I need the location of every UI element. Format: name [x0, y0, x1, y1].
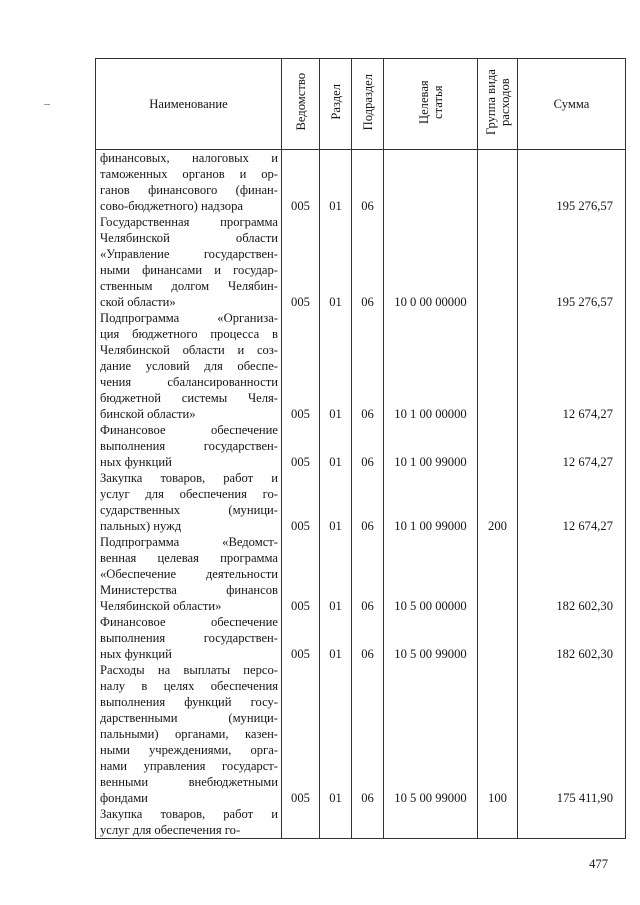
row-razdel: 01 — [320, 150, 352, 215]
row-podrazdel: 06 — [352, 150, 384, 215]
row-name-line: Министерства финансов — [100, 583, 278, 597]
row-name-line: Подпрограмма «Организа- — [100, 311, 278, 325]
row-name-line: ция бюджетного процесса в — [100, 327, 278, 341]
row-name-line: фондами — [100, 791, 148, 805]
row-name-line: пальными) органами, казен- — [100, 727, 278, 741]
header-gruppa-text: Группа вида расходов — [483, 69, 512, 135]
row-name-line: услуг для обеспечения го- — [100, 823, 241, 837]
row-celevaya: 10 5 00 99000 — [384, 614, 478, 662]
row-name-line: Финансовое обеспечение — [100, 423, 278, 437]
row-gruppa — [478, 150, 518, 215]
row-name — [96, 470, 282, 534]
row-summa: 195 276,57 — [518, 150, 626, 215]
row-podrazdel: 06 — [352, 214, 384, 310]
table-row — [96, 662, 626, 806]
row-celevaya: 10 5 00 99000 — [384, 662, 478, 806]
row-name-line: ными учреждениями, орга- — [100, 743, 278, 757]
row-name-line: Челябинской области» — [100, 599, 222, 613]
row-name-line: «Обеспечение деятельности — [100, 567, 278, 581]
row-name — [96, 662, 282, 806]
header-name-text: Наименование — [149, 97, 228, 111]
row-summa: 12 674,27 — [518, 422, 626, 470]
row-gruppa — [478, 614, 518, 662]
row-podrazdel — [352, 806, 384, 839]
row-celevaya: 10 1 00 99000 — [384, 470, 478, 534]
table-row — [96, 150, 626, 215]
row-name-line: венными внебюджетными — [100, 775, 278, 789]
row-summa: 12 674,27 — [518, 470, 626, 534]
row-razdel: 01 — [320, 422, 352, 470]
row-name-line: Финансовое обеспечение — [100, 615, 278, 629]
row-name-line: ской области» — [100, 295, 176, 309]
row-celevaya: 10 5 00 00000 — [384, 534, 478, 614]
row-podrazdel: 06 — [352, 310, 384, 422]
row-name — [96, 806, 282, 839]
row-name-line: ганов финансового (финан- — [100, 183, 278, 197]
table-row — [96, 534, 626, 614]
row-name-line: таможенных органов и ор- — [100, 167, 278, 181]
table-row — [96, 214, 626, 310]
row-name-line: финансовых, налоговых и — [100, 151, 278, 165]
row-name-line: услуг для обеспечения го- — [100, 487, 278, 501]
row-razdel: 01 — [320, 614, 352, 662]
row-name — [96, 214, 282, 310]
row-name-line: венная целевая программа — [100, 551, 278, 565]
table-header — [96, 59, 626, 150]
row-razdel: 01 — [320, 310, 352, 422]
row-summa: 12 674,27 — [518, 310, 626, 422]
header-podrazdel-text: Подраздел — [360, 73, 375, 131]
header-celevaya-text: Целевая статья — [416, 80, 445, 124]
row-name-line: бинской области» — [100, 407, 196, 421]
row-podrazdel: 06 — [352, 662, 384, 806]
table-row — [96, 422, 626, 470]
row-celevaya — [384, 150, 478, 215]
row-name-line: нами управления государст- — [100, 759, 278, 773]
row-summa: 182 602,30 — [518, 534, 626, 614]
row-name-line: Закупка товаров, работ и — [100, 807, 278, 821]
row-name-line: Челябинской области и соз- — [100, 343, 278, 357]
row-celevaya: 10 0 00 00000 — [384, 214, 478, 310]
row-name-line: пальных) нужд — [100, 519, 182, 533]
row-name-line: выполнения государствен- — [100, 631, 278, 645]
header-razdel — [320, 59, 352, 150]
row-name-line: Подпрограмма «Ведомст- — [100, 535, 278, 549]
header-podrazdel — [352, 59, 384, 150]
row-vedomstvo: 005 — [282, 150, 320, 215]
row-gruppa — [478, 214, 518, 310]
table-row — [96, 614, 626, 662]
page-number: 477 — [589, 857, 608, 871]
row-name-line: ными финансами и государ- — [100, 263, 278, 277]
row-name-line: Расходы на выплаты персо- — [100, 663, 278, 677]
header-gruppa — [478, 59, 518, 150]
row-vedomstvo — [282, 806, 320, 839]
row-gruppa: 200 — [478, 470, 518, 534]
row-summa — [518, 806, 626, 839]
row-gruppa: 100 — [478, 662, 518, 806]
row-gruppa — [478, 806, 518, 839]
row-name — [96, 310, 282, 422]
row-celevaya: 10 1 00 00000 — [384, 310, 478, 422]
table-body — [96, 150, 626, 839]
table-row — [96, 806, 626, 839]
row-name — [96, 614, 282, 662]
row-podrazdel: 06 — [352, 470, 384, 534]
row-name — [96, 150, 282, 215]
row-name-line: сударственных (муници- — [100, 503, 278, 517]
row-name-line: дание условий для обеспе- — [100, 359, 278, 373]
row-celevaya: 10 1 00 99000 — [384, 422, 478, 470]
row-vedomstvo: 005 — [282, 310, 320, 422]
row-podrazdel: 06 — [352, 614, 384, 662]
row-vedomstvo: 005 — [282, 614, 320, 662]
table-row — [96, 470, 626, 534]
row-razdel: 01 — [320, 662, 352, 806]
row-vedomstvo: 005 — [282, 214, 320, 310]
margin-mark — [44, 104, 50, 105]
header-summa — [518, 59, 626, 150]
row-razdel: 01 — [320, 534, 352, 614]
budget-table — [95, 58, 626, 839]
row-name-line: ных функций — [100, 647, 172, 661]
header-vedomstvo — [282, 59, 320, 150]
row-name-line: Закупка товаров, работ и — [100, 471, 278, 485]
row-vedomstvo: 005 — [282, 470, 320, 534]
header-vedomstvo-text: Ведомство — [293, 73, 308, 131]
row-name-line: выполнения государствен- — [100, 439, 278, 453]
row-vedomstvo: 005 — [282, 662, 320, 806]
row-name-line: ных функций — [100, 455, 172, 469]
row-name-line: сово-бюджетного) надзора — [100, 199, 243, 213]
row-name-line: Государственная программа — [100, 215, 278, 229]
table-row — [96, 310, 626, 422]
row-name-line: ственным долгом Челябин- — [100, 279, 278, 293]
row-name — [96, 422, 282, 470]
row-name-line: чения сбалансированности — [100, 375, 278, 389]
header-row — [96, 59, 626, 150]
row-name-line: «Управление государствен- — [100, 247, 278, 261]
row-vedomstvo: 005 — [282, 534, 320, 614]
row-gruppa — [478, 422, 518, 470]
row-gruppa — [478, 534, 518, 614]
row-summa: 182 602,30 — [518, 614, 626, 662]
header-celevaya — [384, 59, 478, 150]
row-razdel — [320, 806, 352, 839]
header-summa-text: Сумма — [553, 97, 590, 111]
header-name — [96, 59, 282, 150]
row-podrazdel: 06 — [352, 534, 384, 614]
row-podrazdel: 06 — [352, 422, 384, 470]
row-name — [96, 534, 282, 614]
row-gruppa — [478, 310, 518, 422]
row-razdel: 01 — [320, 214, 352, 310]
row-summa: 175 411,90 — [518, 662, 626, 806]
row-celevaya — [384, 806, 478, 839]
row-name-line: Челябинской области — [100, 231, 278, 245]
row-vedomstvo: 005 — [282, 422, 320, 470]
row-name-line: выполнения функций госу- — [100, 695, 278, 709]
row-name-line: бюджетной системы Челя- — [100, 391, 278, 405]
row-razdel: 01 — [320, 470, 352, 534]
header-razdel-text: Раздел — [328, 84, 343, 120]
row-summa: 195 276,57 — [518, 214, 626, 310]
row-name-line: налу в целях обеспечения — [100, 679, 278, 693]
row-name-line: дарственными (муници- — [100, 711, 278, 725]
